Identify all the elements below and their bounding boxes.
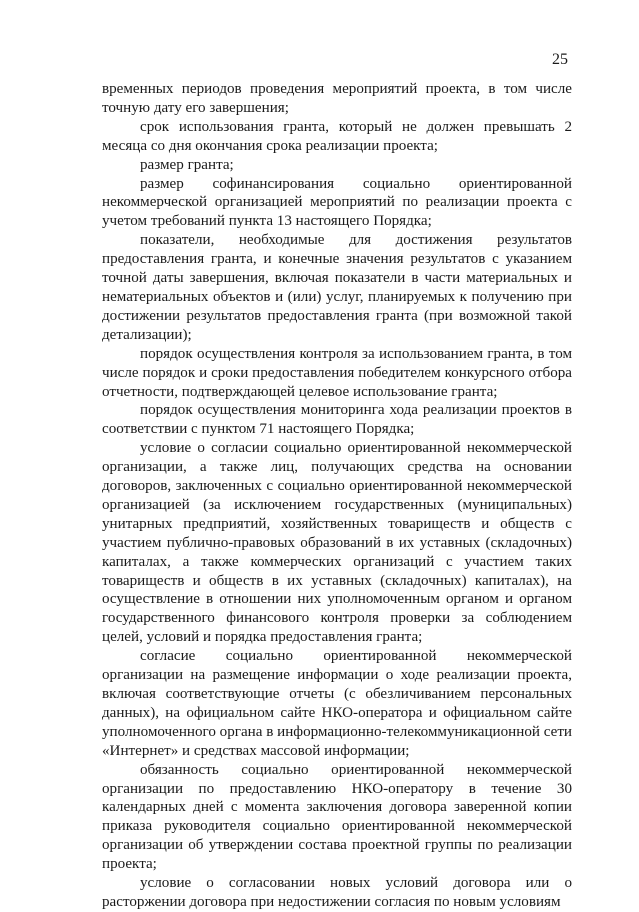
paragraph: согласие социально ориентированной некоммерческой организации на размещение информации о ходе реализации проекта, включая соответствующие отчеты (с обезличиванием персональных данных), на официальном сайте НКО-оператора и официальном сайте уполномоченного органа в информационно-телекоммуникационной сети «Интернет» и средствах массовой информации; xyxy=(102,648,572,759)
paragraph: срок использования гранта, который не должен превышать 2 месяца со дня окончания срока реализации проекта; xyxy=(102,118,572,154)
page-number: 25 xyxy=(552,51,568,68)
paragraph: размер софинансирования социально ориентированной некоммерческой организацией мероприятий по реализации проекта с учетом требований пункта 13 настоящего Порядка; xyxy=(102,175,572,230)
paragraph: временных периодов проведения мероприятий проекта, в том числе точную дату его завершения; xyxy=(102,81,572,116)
document-body xyxy=(102,80,572,912)
paragraph: условие о согласии социально ориентированной некоммерческой организации, а также лиц, получающих средства на основании договоров, заключенных с социально ориентированной некоммерческой организацией (за исключением государственных (муниципальных) унитарных предприятий, хозяйственных товариществ и обществ с участием публично-правовых образований в их уставных (складочных) капиталах, а также коммерческих организаций с участием таких товариществ и обществ в их уставных (складочных) капиталах), на осуществление в отношении них уполномоченным органом и органом государственного финансового контроля проверки за соблюдением целей, условий и порядка предоставления гранта; xyxy=(102,440,572,646)
paragraph: размер гранта; xyxy=(140,156,234,173)
paragraph: порядок осуществления мониторинга хода реализации проектов в соответствии с пунктом 71 настоящего Порядка; xyxy=(102,402,572,438)
paragraph: порядок осуществления контроля за использованием гранта, в том числе порядок и сроки предоставления победителем конкурсного отбора отчетности, подтверждающей целевое использование гранта; xyxy=(102,345,572,400)
paragraph: условие о согласовании новых условий договора или о расторжении договора при недостижении согласия по новым условиям xyxy=(102,875,572,910)
paragraph: обязанность социально ориентированной некоммерческой организации по предоставлению НКО-оператору в течение 30 календарных дней с момента заключения договора заверенной копии приказа руководителя социально ориентированной некоммерческой организации об утверждении состава проектной группы по реализации проекта; xyxy=(102,761,572,873)
paragraph: показатели, необходимые для достижения результатов предоставления гранта, и конечные значения результатов с указанием точной даты завершения, включая показатели в части материальных и нематериальных объектов и (или) услуг, планируемых к получению при достижении результатов предоставления гранта (при возможной такой детализации); xyxy=(102,232,572,343)
